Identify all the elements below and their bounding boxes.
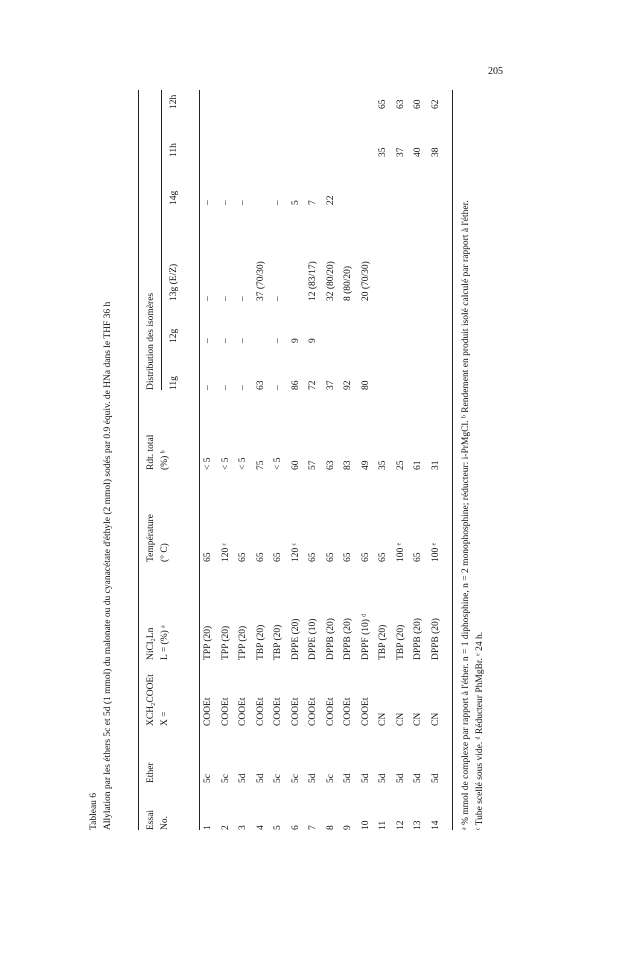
cell-temperature: 100 ᵉ	[430, 542, 441, 562]
header-distribution: Distribution des isomères	[146, 292, 156, 390]
cell-14g: –	[203, 200, 213, 205]
cell-ether: 5d	[308, 773, 318, 783]
header-rdt: Rdt. total	[146, 434, 156, 470]
cell-12g: –	[238, 338, 248, 343]
table-row	[379, 90, 395, 830]
cell-14g: 7	[308, 200, 318, 205]
cell-rdt: 75	[255, 460, 266, 470]
cell-12h: 60	[413, 99, 423, 109]
cell-x: COOEt	[220, 697, 231, 726]
table-row	[432, 90, 448, 830]
page-number: 205	[488, 66, 503, 77]
cell-ether: 5d	[378, 773, 388, 783]
cell-12g: 9	[308, 338, 318, 343]
cell-x: COOEt	[238, 697, 248, 726]
cell-nicl: TBP (20)	[273, 624, 283, 660]
cell-12g: –	[220, 338, 231, 343]
cell-12h: 65	[378, 99, 388, 109]
cell-14g: 5	[290, 200, 301, 205]
header-12h: 12h	[169, 94, 179, 109]
footnote-line-1: ᵃ % mmol de complexe par rapport à l'éther. n = 1 diphosphine, n = 2 monophosphine; réducteur: i-PrMgCl. ᵇ Rendement en produit isolé calculé par rapport à l'éther.	[461, 200, 471, 830]
rotated-table-block	[90, 70, 570, 830]
table-row	[274, 90, 290, 830]
header-11h: 11h	[169, 143, 179, 157]
cell-essai: 5	[273, 825, 283, 830]
cell-nicl: DPPB (20)	[413, 618, 423, 660]
cell-rdt: 31	[430, 460, 441, 470]
header-essai: Essai	[146, 809, 156, 830]
table-row	[222, 90, 238, 830]
cell-temperature: 100 ᵉ	[395, 542, 406, 562]
cell-ether: 5d	[413, 773, 423, 783]
header-xch: XCH₂COOEt	[146, 674, 156, 726]
cell-nicl: DPPF (10) ᵈ	[360, 613, 371, 660]
header-13g: 13g (E/Z)	[169, 263, 179, 301]
cell-ether: 5d	[430, 773, 441, 783]
cell-rdt: 83	[343, 460, 353, 470]
table-row	[257, 90, 273, 830]
cell-ether: 5c	[203, 774, 213, 783]
cell-x: CN	[395, 712, 406, 726]
cell-essai: 11	[378, 820, 388, 830]
cell-rdt: 61	[413, 460, 423, 470]
header-temperature: Température	[146, 514, 156, 562]
cell-x: COOEt	[255, 697, 266, 726]
cell-temperature: 65	[308, 552, 318, 562]
cell-14g: –	[220, 200, 231, 205]
cell-13g: 20 (70/30)	[360, 261, 371, 301]
cell-essai: 8	[325, 825, 336, 830]
cell-x: CN	[413, 712, 423, 726]
table-row	[204, 90, 220, 830]
cell-11h: 40	[413, 147, 423, 157]
cell-ether: 5d	[360, 773, 371, 783]
cell-ether: 5d	[238, 773, 248, 783]
cell-rdt: < 5	[203, 457, 213, 470]
cell-nicl: TPP (20)	[220, 625, 231, 660]
cell-x: CN	[430, 712, 441, 726]
cell-ether: 5c	[220, 774, 231, 783]
cell-essai: 2	[220, 825, 231, 830]
header-l: L = (%) ᵃ	[160, 625, 170, 660]
table-row	[292, 90, 308, 830]
table-row	[239, 90, 255, 830]
cell-11g: –	[203, 385, 213, 390]
cell-11g: 63	[255, 380, 266, 390]
header-rule	[199, 90, 200, 830]
cell-14g: –	[273, 200, 283, 205]
cell-12g: –	[273, 338, 283, 343]
cell-temperature: 65	[255, 552, 266, 562]
cell-13g: –	[238, 296, 248, 301]
cell-temperature: 65	[413, 552, 423, 562]
cell-11h: 35	[378, 147, 388, 157]
cell-ether: 5c	[290, 774, 301, 783]
cell-11g: –	[220, 385, 231, 390]
cell-rdt: 60	[290, 460, 301, 470]
cell-essai: 10	[360, 820, 371, 830]
cell-nicl: TBP (20)	[378, 624, 388, 660]
cell-13g: –	[203, 296, 213, 301]
cell-14g: –	[238, 200, 248, 205]
cell-nicl: DPPB (20)	[325, 618, 336, 660]
cell-temperature: 65	[203, 552, 213, 562]
cell-essai: 9	[343, 825, 353, 830]
cell-x: COOEt	[343, 697, 353, 726]
cell-11h: 37	[395, 147, 406, 157]
table-row	[309, 90, 325, 830]
bottom-rule	[452, 90, 453, 830]
cell-essai: 1	[203, 825, 213, 830]
cell-11g: 92	[343, 380, 353, 390]
cell-rdt: < 5	[238, 457, 248, 470]
distribution-subrule	[161, 90, 162, 390]
header-x: X =	[160, 711, 170, 726]
cell-ether: 5c	[325, 774, 336, 783]
cell-temperature: 65	[238, 552, 248, 562]
header-14g: 14g	[169, 190, 179, 205]
cell-13g: 8 (80/20)	[343, 265, 353, 301]
header-rdt-unit: (%) ᵇ	[160, 450, 170, 470]
cell-12h: 63	[395, 99, 406, 109]
cell-ether: 5c	[273, 774, 283, 783]
top-rule	[138, 90, 139, 830]
table-caption: Allylation par les éthers 5c et 5d (1 mmol) du malonate ou du cyanacétate d'éthyle (2 mmol) sodés par 0.9 équiv. de HNa dans le THF 36 h	[103, 301, 113, 830]
cell-rdt: 57	[308, 460, 318, 470]
header-11g: 11g	[169, 376, 179, 390]
table-row	[397, 90, 413, 830]
cell-11g: 72	[308, 380, 318, 390]
cell-x: COOEt	[308, 697, 318, 726]
cell-rdt: 35	[378, 460, 388, 470]
cell-11g: –	[273, 385, 283, 390]
cell-temperature: 65	[325, 552, 336, 562]
cell-rdt: 63	[325, 460, 336, 470]
cell-13g: 12 (83/17)	[308, 261, 318, 301]
header-no: No.	[160, 816, 170, 830]
cell-ether: 5d	[395, 773, 406, 783]
cell-nicl: TBP (20)	[395, 624, 406, 660]
cell-12g: 9	[290, 338, 301, 343]
cell-11h: 38	[430, 147, 441, 157]
table-row	[362, 90, 378, 830]
cell-13g: 32 (80/20)	[325, 261, 336, 301]
cell-12g: –	[203, 338, 213, 343]
cell-x: COOEt	[360, 697, 371, 726]
cell-temperature: 65	[360, 552, 371, 562]
cell-temperature: 120 ᶜ	[220, 542, 231, 562]
cell-ether: 5d	[343, 773, 353, 783]
cell-temperature: 65	[273, 552, 283, 562]
cell-essai: 12	[395, 820, 406, 830]
cell-11g: 86	[290, 380, 301, 390]
cell-rdt: 49	[360, 460, 371, 470]
cell-nicl: DPPE (10)	[308, 618, 318, 660]
cell-ether: 5d	[255, 773, 266, 783]
cell-essai: 4	[255, 825, 266, 830]
header-nicl: NiCl₂Ln	[146, 627, 156, 660]
cell-temperature: 120 ᶜ	[290, 542, 301, 562]
cell-essai: 14	[430, 820, 441, 830]
cell-essai: 3	[238, 825, 248, 830]
cell-essai: 13	[413, 820, 423, 830]
table-row	[414, 90, 430, 830]
header-12g: 12g	[169, 328, 179, 343]
header-temperature-unit: (° C)	[160, 543, 170, 562]
cell-nicl: TBP (20)	[255, 624, 266, 660]
header-ether: Ether	[146, 762, 156, 783]
cell-x: COOEt	[325, 697, 336, 726]
cell-12h: 62	[430, 99, 441, 109]
cell-14g: 22	[325, 195, 336, 205]
table-row	[327, 90, 343, 830]
cell-13g: 37 (70/30)	[255, 261, 266, 301]
cell-nicl: DPPE (20)	[290, 618, 301, 660]
cell-11g: –	[238, 385, 248, 390]
cell-essai: 7	[308, 825, 318, 830]
cell-essai: 6	[290, 825, 301, 830]
cell-temperature: 65	[378, 552, 388, 562]
cell-nicl: TPP (20)	[238, 625, 248, 660]
cell-x: COOEt	[273, 697, 283, 726]
cell-nicl: DPPB (20)	[343, 618, 353, 660]
cell-nicl: DPPB (20)	[430, 618, 441, 660]
cell-11g: 37	[325, 380, 336, 390]
cell-temperature: 65	[343, 552, 353, 562]
cell-13g: –	[220, 296, 231, 301]
cell-rdt: < 5	[273, 457, 283, 470]
cell-x: COOEt	[203, 697, 213, 726]
cell-x: COOEt	[290, 697, 301, 726]
cell-x: CN	[378, 712, 388, 726]
cell-11g: 80	[360, 380, 371, 390]
table-row	[344, 90, 360, 830]
cell-13g: –	[273, 296, 283, 301]
cell-rdt: 25	[395, 460, 406, 470]
footnote-line-2: ᶜ Tube scellé sous vide. ᵈ Réducteur PhMgBr. ᵉ 24 h.	[475, 631, 485, 830]
cell-rdt: < 5	[220, 457, 231, 470]
table-title: Tableau 6	[89, 792, 99, 830]
cell-nicl: TPP (20)	[203, 625, 213, 660]
